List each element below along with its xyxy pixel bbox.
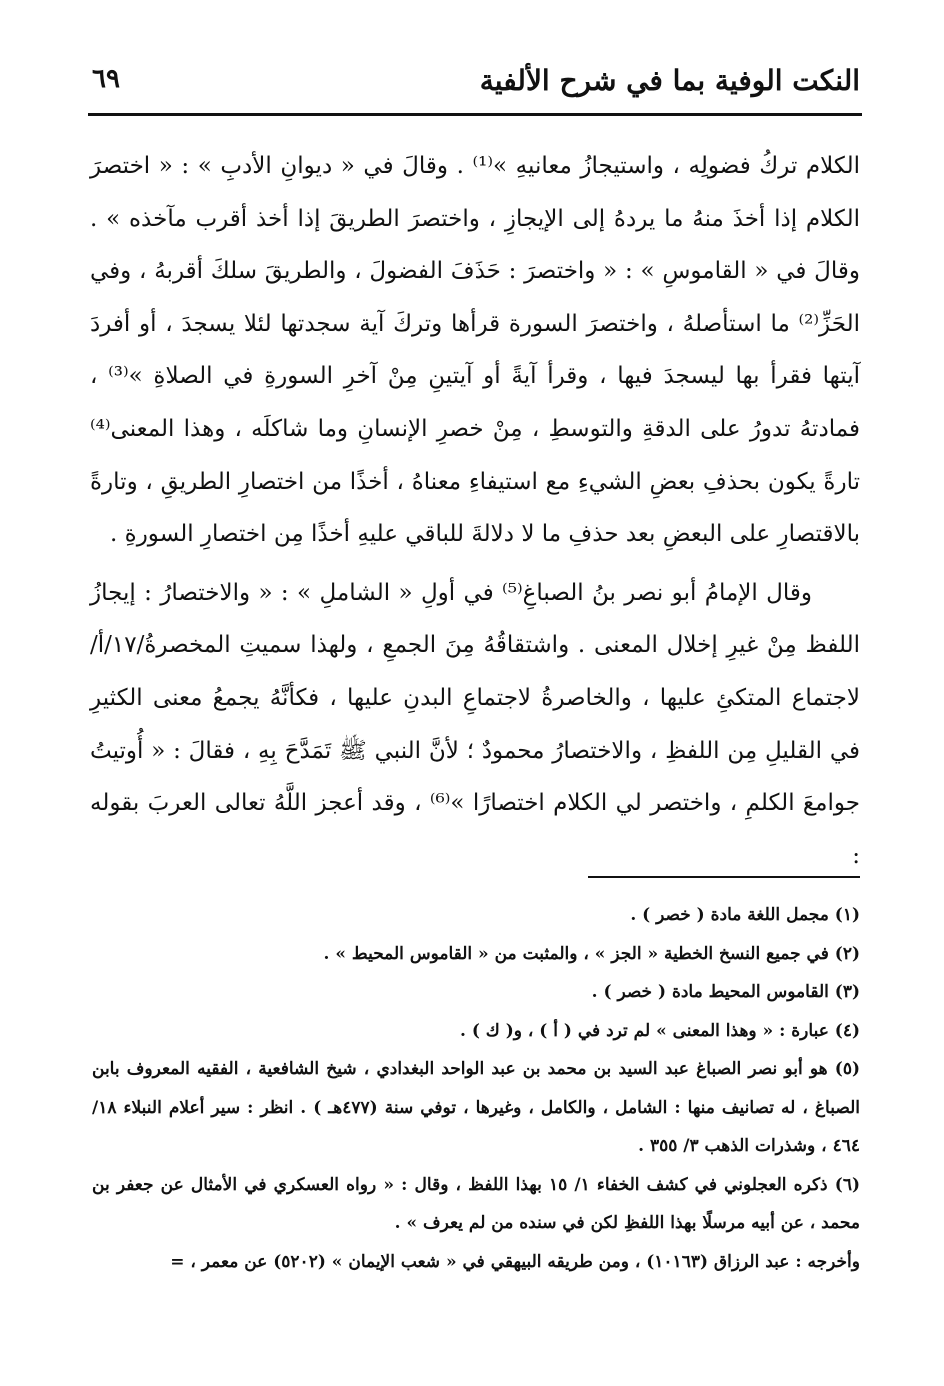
paragraph-1: الكلام تركُ فضولِه ، واستيجازُ معانيهِ »⁽¹⁾ . وقالَ في « ديوانِ الأدبِ » : « اختصرَ الكلام إذا أخذَ منهُ ما يردهُ إلى الإيجازِ ، واختصرَ الطريقَ إذا أخذ أقرب مآخذه » . وقالَ في « القاموسِ » : « واختصرَ : حَذَفَ الفضولَ ، والطريقَ سلكَ أقربهُ ، وفي الحَزِّ⁽²⁾ ما استأصلهُ ، واختصرَ السورة قرأها وتركَ آية سجدتها لئلا يسجدَ ، أو أفردَ آيتها فقرأ بها ليسجدَ فيها ، وقرأ آيةً أو آيتينِ مِنْ آخرِ السورةِ في الصلاةِ »⁽³⁾ ، فمادتهُ تدورُ على الدقةِ والتوسطِ ، مِنْ خصرِ الإنسانِ وما شاكلَه ، وهذا المعنى⁽⁴⁾ تارةً يكون بحذفِ بعضِ الشيءِ مع استيفاءِ معناهُ ، أخذًا من اختصارِ الطريقِ ، وتارةً بالاقتصارِ على البعضِ بعد حذفِ ما لا دلالةَ للباقي عليهِ أخذًا مِن اختصارِ السورةِ . [90, 153, 860, 548]
main-text [90, 140, 860, 882]
footnote-continuation: وأخرجه : عبد الرزاق (١٠١٦٣) ، ومن طريقه البيهقي في « شعب الإيمان » (٥٢٠٢) عن معمر ، = [170, 1251, 860, 1272]
header-divider [88, 113, 862, 116]
footnotes [92, 896, 860, 1281]
footnote-6: (٦) ذكره العجلوني في كشف الخفاء ١/ ١٥ بهذا اللفظ ، وقال : « رواه العسكري في الأمثال عن جعفر بن محمد ، عن أبيه مرسلًا بهذا اللفظِ لكن في سنده من لم يعرف » . [92, 1174, 860, 1233]
running-header [90, 62, 860, 108]
footnote-divider [588, 876, 860, 878]
page-number: ٦٩ [92, 64, 120, 94]
footnote-3: (٣) القاموس المحيط مادة ( خصر ) . [591, 982, 860, 1002]
running-title: النكت الوفية بما في شرح الألفية [479, 64, 860, 97]
footnote-1: (١) مجمل اللغة مادة ( خصر ) . [630, 905, 860, 925]
paragraph-2: وقال الإمامُ أبو نصر بنُ الصباغِ⁽⁵⁾ في أولِ « الشاملِ » : « والاختصارُ : إيجازُ اللفظ مِنْ غيرِ إخلال المعنى . واشتقاقُهُ مِنَ الجمعِ ، ولهذا سميتِ المخصرةُ/١٧/أ/ لاجتماع المتكئِ عليها ، والخاصرةُ لاجتماعِ البدنِ عليها ، فكأنَّهُ يجمعُ معنى الكثيرِ في القليلِ مِن اللفظِ ، والاختصارُ محمودٌ ؛ لأنَّ النبي ﷺ تَمَدَّحَ بِهِ ، فقالَ : « أُوتيتُ جوامعَ الكلمِ ، واختصر لي الكلام اختصارًا »⁽⁶⁾ ، وقد أعجز اللَّهُ تعالى العربَ بقوله : [90, 579, 860, 869]
footnote-4: (٤) عبارة : « وهذا المعنى » لم ترد في ( أ ) ، و( ك ) . [460, 1020, 860, 1041]
footnote-5: (٥) هو أبو نصر الصباغ عبد السيد بن محمد بن عبد الواحد البغدادي ، شيخ الشافعية ، الفقيه المعروف بابن الصباغ ، له تصانيف منها : الشامل ، والكامل ، وغيرها ، توفي سنة (٤٧٧هـ ) . انظر : سير أعلام النبلاء ١٨/ ٤٦٤ ، وشذرات الذهب ٣/ ٣٥٥ . [92, 1059, 860, 1156]
footnote-2: (٢) في جميع النسخ الخطية « الجز » ، والمثبت من « القاموس المحيط » . [323, 943, 860, 964]
